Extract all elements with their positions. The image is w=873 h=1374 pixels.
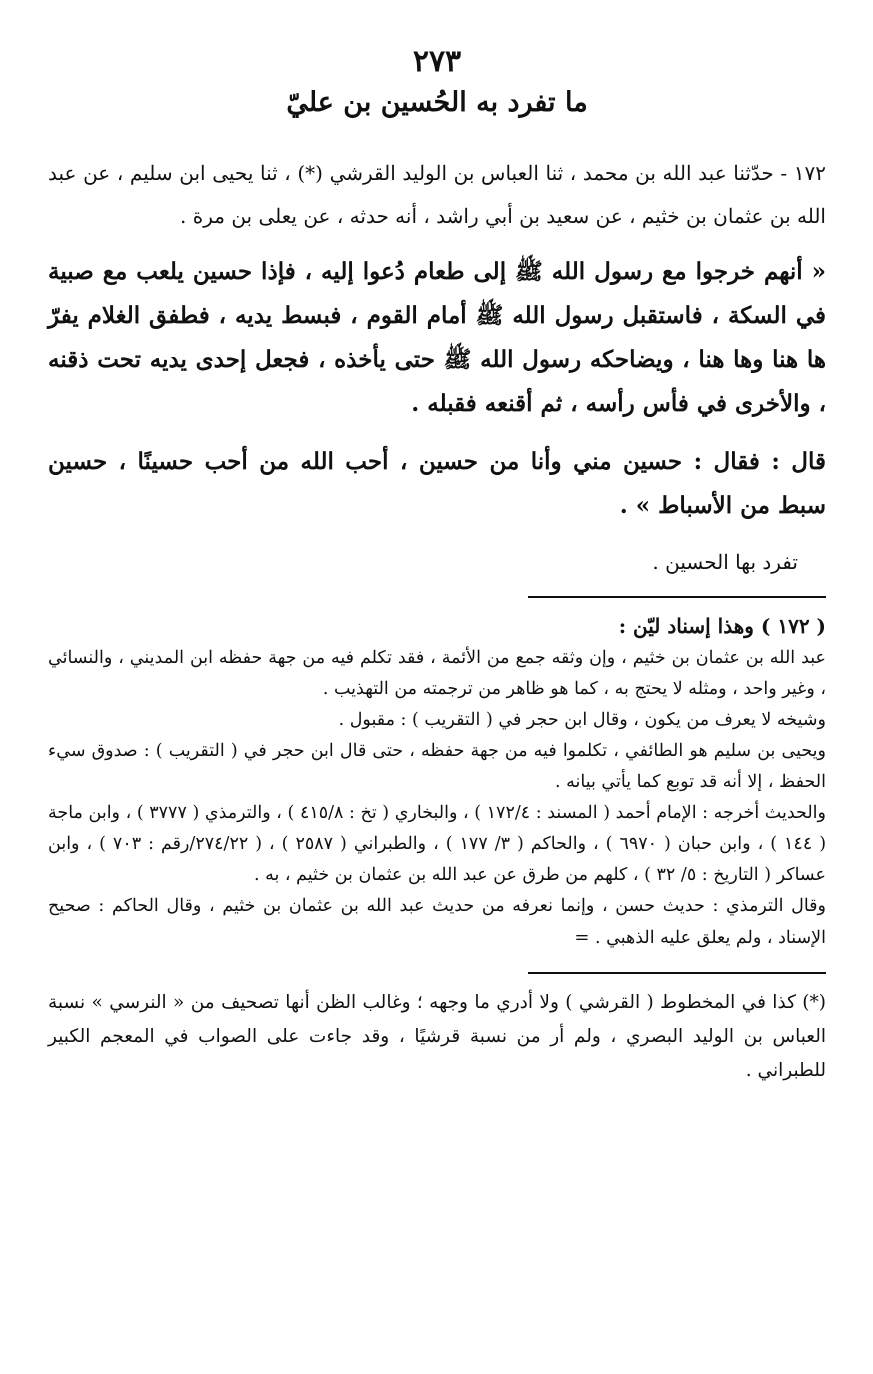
commentary-paragraph: عبد الله بن عثمان بن خثيم ، وإن وثقه جمع من الأئمة ، فقد تكلم فيه من جهة حفظه ابن المديني ، والنسائي ، وغير واحد ، ومثله لا يحتج به ، كما هو ظاهر من ترجمته من التهذيب . <box>48 648 826 699</box>
commentary-paragraph: ويحيى بن سليم هو الطائفي ، تكلموا فيه من جهة حفظه ، حتى قال ابن حجر في ( التقريب ) : صدوق سيء الحفظ ، إلا أنه قد توبع كما يأتي بيانه . <box>48 741 826 792</box>
footnote-divider <box>528 972 826 974</box>
hadith-isnad: ١٧٢ - حدّثنا عبد الله بن محمد ، ثنا العباس بن الوليد القرشي (*) ، ثنا يحيى ابن سليم ، عن عبد الله بن عثمان بن خثيم ، عن سعيد بن أبي راشد ، أنه حدثه ، عن يعلى بن مرة . <box>48 161 826 228</box>
commentary-paragraph-text: وقال الترمذي : حديث حسن ، وإنما نعرفه من حديث عبد الله بن عثمان بن خثيم ، وقال الحاكم : صحيح الإسناد ، ولم يعلق عليه الذهبي . <box>48 896 826 948</box>
hadith-matn-paragraph: « أنهم خرجوا مع رسول الله ﷺ إلى طعام دُعوا إليه ، فإذا حسين يلعب مع صبية في السكة ، فاستقبل رسول الله ﷺ أمام القوم ، فبسط يديه ، فطفق الغلام يفرّ ها هنا وها هنا ، ويضاحكه رسول الله ﷺ حتى يأخذه ، فجعل إحدى يديه تحت ذقنه ، والأخرى في فأس رأسه ، ثم أقنعه فقبله . <box>48 258 826 417</box>
footnote: (*) كذا في المخطوط ( القرشي ) ولا أدري ما وجهه ؛ وغالب الظن أنها تصحيف من « النرسي » نسبة العباس بن الوليد البصري ، ولم أر من نسبة قرشيًا ، وقد جاءت على الصواب في المعجم الكبير للطبراني . <box>48 992 826 1081</box>
chapter-title: ما تفرد به الحُسين بن عليّ <box>286 87 588 118</box>
chapter-number: ٢٧٣ <box>412 44 462 79</box>
section-divider <box>528 596 826 598</box>
hadith-conclusion: تفرد بها الحسين . <box>652 550 798 574</box>
commentary-section <box>48 610 826 954</box>
commentary-paragraph <box>48 891 826 954</box>
commentary-heading: ( ١٧٢ ) وهذا إسناد ليّن : <box>618 614 826 638</box>
commentary-paragraph: والحديث أخرجه : الإمام أحمد ( المسند : ١٧٢/٤ ) ، والبخاري ( تخ : ٤١٥/٨ ) ، والترمذي ( ٣٧٧٧ ) ، وابن ماجة ( ١٤٤ ) ، وابن حبان ( ٦٩٧٠ ) ، والحاكم ( ٣/ ١٧٧ ) ، والطبراني ( ٢٥٨٧ ) ، ( ٢٧٤/٢٢/رقم : ٧٠٣ ) ، وابن عساكر ( التاريخ : ٥/ ٣٢ ) ، كلهم من طرق عن عبد الله بن عثمان بن خثيم ، به . <box>48 803 827 885</box>
hadith-matn-paragraph: قال : فقال : حسين مني وأنا من حسين ، أحب الله من أحب حسينًا ، حسين سبط من الأسباط » . <box>48 448 826 519</box>
book-page <box>48 42 826 1342</box>
commentary-paragraph: وشيخه لا يعرف من يكون ، وقال ابن حجر في ( التقريب ) : مقبول . <box>338 710 826 730</box>
continuation-mark: = <box>574 927 590 948</box>
